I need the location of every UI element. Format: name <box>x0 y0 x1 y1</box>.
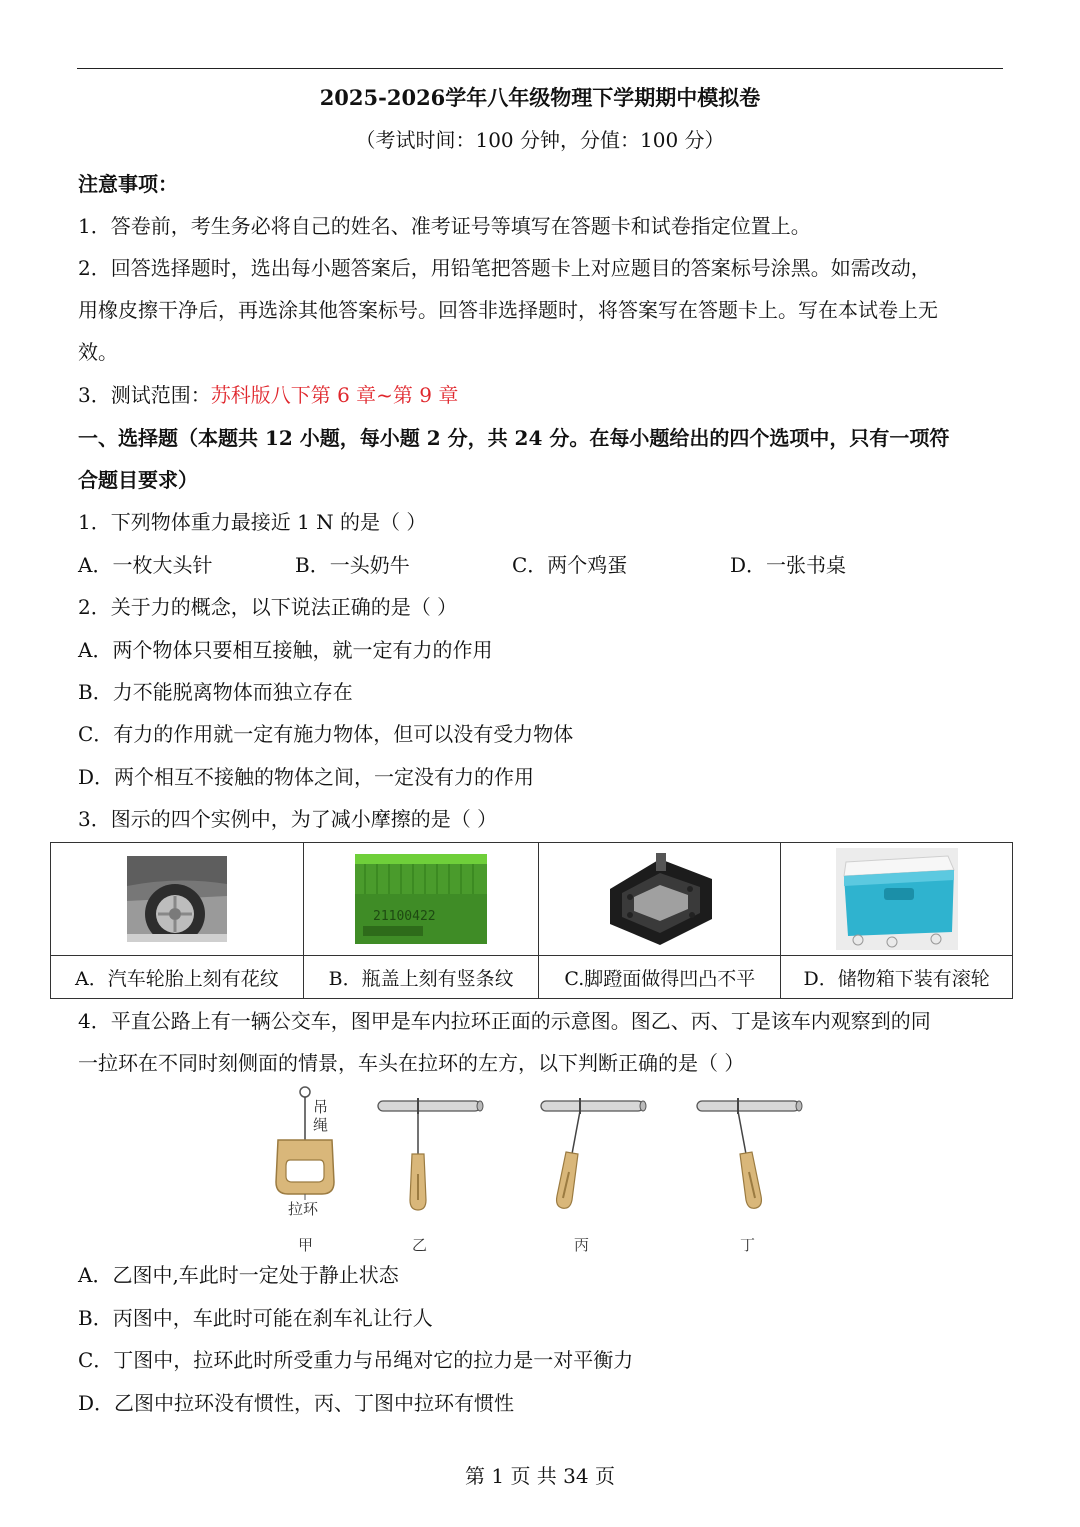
q2-option-d: D．两个相互不接触的物体之间，一定没有力的作用 <box>78 765 535 789</box>
notes-item-3-prefix: 3．测试范围： <box>78 383 211 407</box>
q1-option-d: D．一张书桌 <box>730 553 847 577</box>
label-ring: 拉环 <box>288 1200 319 1218</box>
section1-heading-line1: 一、选择题（本题共 12 小题，每小题 2 分，共 24 分。在每小题给出的四个选项中，只有一项符 <box>78 426 950 450</box>
q2-option-b: B．力不能脱离物体而独立存在 <box>78 680 353 704</box>
q2-option-c: C．有力的作用就一定有施力物体，但可以没有受力物体 <box>78 722 574 746</box>
handle-side-bing <box>541 1098 646 1208</box>
notes-item-2-line2: 用橡皮擦干净后，再选涂其他答案标号。回答非选择题时，将答案写在答题卡上。写在本试卷上无 <box>78 298 938 322</box>
page-footer: 第 1 页 共 34 页 <box>465 1464 615 1488</box>
car-tire-photo <box>127 856 227 942</box>
q1-option-a: A．一枚大头针 <box>78 553 213 577</box>
section1-heading-line2: 合题目要求） <box>78 468 198 492</box>
top-rule <box>77 68 1003 69</box>
label-yi: 乙 <box>412 1236 428 1254</box>
q3-cell-a-image <box>51 843 304 956</box>
page-subtitle: （考试时间：100 分钟，分值：100 分） <box>355 128 725 152</box>
label-jia: 甲 <box>298 1236 314 1254</box>
label-rope: 吊绳 <box>313 1098 329 1134</box>
q3-caption-c: C.脚蹬面做得凹凸不平 <box>539 956 781 999</box>
q3-cell-d-image <box>781 843 1013 956</box>
storage-box-photo <box>836 848 958 950</box>
label-ding: 丁 <box>740 1236 756 1254</box>
q1-stem: 1．下列物体重力最接近 1 N 的是（ ） <box>78 510 427 534</box>
notes-item-1: 1．答卷前，考生务必将自己的姓名、准考证号等填写在答题卡和试卷指定位置上。 <box>78 214 811 238</box>
bike-pedal-photo <box>600 849 720 949</box>
page-title: 2025-2026学年八年级物理下学期期中模拟卷 <box>319 85 761 110</box>
q4-option-b: B．丙图中，车此时可能在刹车礼让行人 <box>78 1306 433 1330</box>
q4-option-c: C．丁图中，拉环此时所受重力与吊绳对它的拉力是一对平衡力 <box>78 1348 634 1372</box>
q3-caption-d: D．储物箱下装有滚轮 <box>781 956 1013 999</box>
q3-stem: 3．图示的四个实例中，为了减小摩擦的是（ ） <box>78 807 498 831</box>
q1-option-b: B．一头奶牛 <box>295 553 410 577</box>
q4-option-d: D．乙图中拉环没有惯性，丙、丁图中拉环有惯性 <box>78 1391 515 1415</box>
q2-stem: 2．关于力的概念，以下说法正确的是（ ） <box>78 595 458 619</box>
notes-heading: 注意事项： <box>78 172 178 196</box>
notes-item-2-line3: 效。 <box>78 340 118 364</box>
q2-option-a: A．两个物体只要相互接触，就一定有力的作用 <box>78 638 493 662</box>
handle-side-yi <box>378 1098 483 1210</box>
handle-side-ding <box>697 1098 802 1208</box>
q3-cell-c-image <box>539 843 781 956</box>
q4-option-a: A．乙图中,车此时一定处于静止状态 <box>78 1263 399 1287</box>
bottle-cap-print: 21100422 <box>373 909 436 924</box>
q4-figure <box>260 1082 820 1257</box>
label-bing: 丙 <box>574 1236 590 1254</box>
q3-cell-b-image <box>303 843 539 956</box>
q4-diagram <box>260 1082 820 1257</box>
q1-option-c: C．两个鸡蛋 <box>512 553 628 577</box>
notes-item-2-line1: 2．回答选择题时，选出每小题答案后，用铅笔把答题卡上对应题目的答案标号涂黑。如需改动， <box>78 256 931 280</box>
test-scope: 苏科版八下第 6 章~第 9 章 <box>210 383 459 407</box>
q3-caption-b: B．瓶盖上刻有竖条纹 <box>303 956 539 999</box>
q3-caption-a: A．汽车轮胎上刻有花纹 <box>51 956 304 999</box>
q4-stem-line1: 4．平直公路上有一辆公交车，图甲是车内拉环正面的示意图。图乙、丙、丁是该车内观察到的同 <box>78 1009 931 1033</box>
notes-item-3 <box>78 381 458 409</box>
q4-stem-line2: 一拉环在不同时刻侧面的情景，车头在拉环的左方，以下判断正确的是（ ） <box>78 1051 745 1075</box>
q3-image-table <box>50 842 1013 999</box>
bottle-cap-photo <box>355 854 487 944</box>
